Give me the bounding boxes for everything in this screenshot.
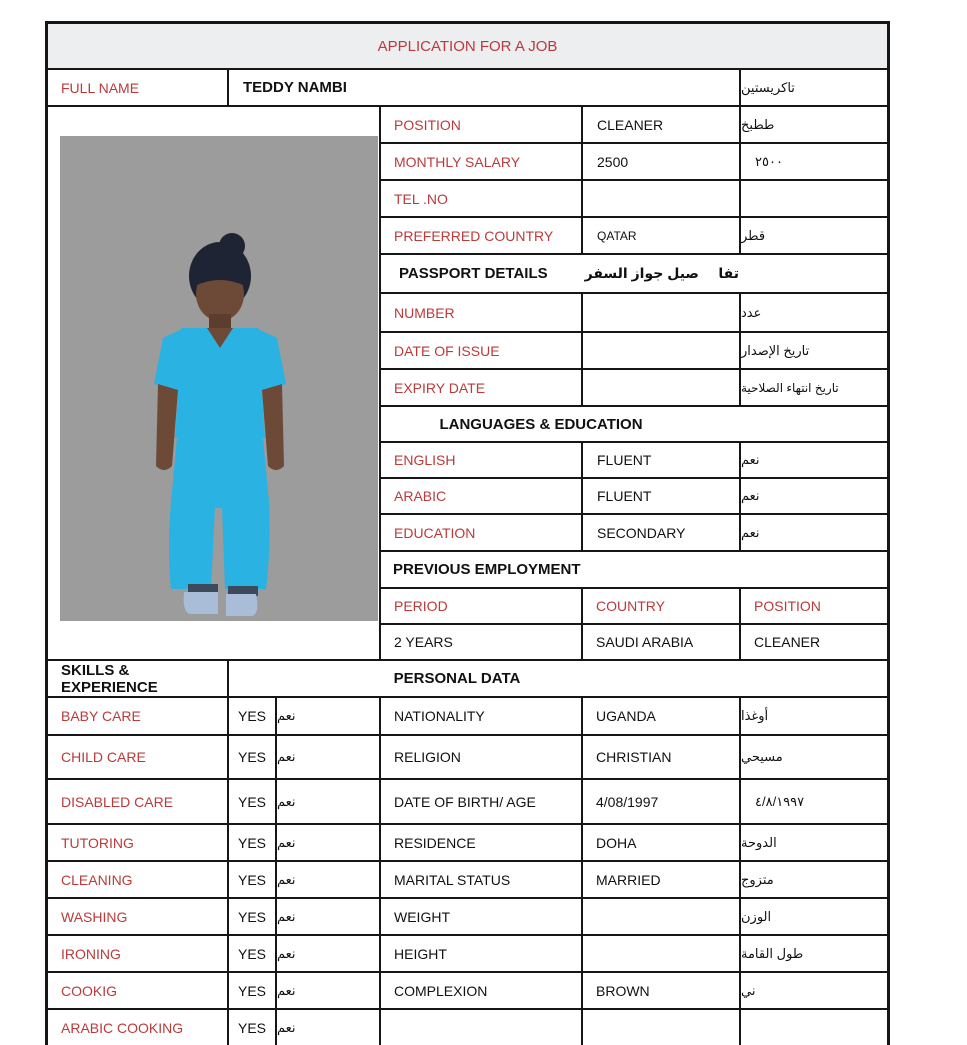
previous-employment-header-row	[381, 552, 887, 589]
date-of-issue-value	[583, 333, 741, 368]
date-of-issue-arabic: تاريخ الإصدار	[741, 342, 810, 358]
skill-label: CHILD CARE	[48, 736, 229, 778]
personal-label: RELIGION	[381, 736, 583, 778]
personal-label: COMPLEXION	[381, 973, 583, 1008]
expiry-date-label: EXPIRY DATE	[381, 370, 583, 405]
employment-columns-row	[381, 589, 887, 625]
english-arabic: نعم	[741, 452, 760, 467]
upper-block	[48, 107, 887, 661]
personal-value: UGANDA	[583, 698, 741, 734]
personal-arabic: طول القامة	[741, 945, 804, 961]
skill-answer: YES	[229, 736, 277, 778]
skill-answer-arabic: نعم	[277, 862, 381, 897]
skill-answer-arabic: نعم	[277, 780, 381, 823]
personal-arabic: الدوحة	[741, 834, 777, 850]
skills-personal-header-row	[48, 661, 887, 698]
date-of-issue-row	[381, 333, 887, 370]
personal-data-header: PERSONAL DATA	[393, 670, 521, 687]
personal-label: WEIGHT	[381, 899, 583, 934]
personal-label: HEIGHT	[381, 936, 583, 971]
baby-care-row	[48, 698, 887, 736]
personal-value: DOHA	[583, 825, 741, 860]
salary-row	[381, 144, 887, 181]
passport-number-row	[381, 294, 887, 333]
date-of-issue-label: DATE OF ISSUE	[381, 333, 583, 368]
full-name-row	[48, 70, 887, 107]
arabic-value: FLUENT	[583, 479, 741, 513]
applicant-photo	[60, 136, 378, 621]
position-row	[381, 107, 887, 144]
skill-label: DISABLED CARE	[48, 780, 229, 823]
skill-answer-arabic: نعم	[277, 698, 381, 734]
personal-arabic: متزوج	[741, 871, 774, 887]
skill-label: ARABIC COOKING	[48, 1010, 229, 1045]
passport-header-arabic: تفا صيل جواز السفر	[584, 265, 739, 281]
photo-cell	[48, 107, 381, 659]
details-subtable	[381, 107, 887, 659]
education-arabic: نعم	[741, 524, 760, 540]
arabic-arabic: نعم	[741, 488, 760, 503]
full-name-label: FULL NAME	[48, 70, 229, 105]
personal-arabic: الوزن	[741, 908, 772, 924]
form-title-bar	[48, 24, 887, 70]
personal-value	[583, 936, 741, 971]
cooking-row	[48, 973, 887, 1010]
personal-arabic	[741, 1010, 887, 1045]
position-value: CLEANER	[583, 107, 741, 142]
english-label: ENGLISH	[381, 443, 583, 477]
passport-header: PASSPORT DETAILS	[399, 265, 548, 282]
telephone-arabic	[741, 181, 887, 216]
skill-label: COOKIG	[48, 973, 229, 1008]
skill-answer-arabic: نعم	[277, 1010, 381, 1045]
personal-value: CHRISTIAN	[583, 736, 741, 778]
skill-answer: YES	[229, 899, 277, 934]
period-column-header: PERIOD	[381, 589, 583, 623]
full-name-value: TEDDY NAMBI	[229, 70, 741, 105]
salary-arabic: ٢٥٠٠	[755, 153, 783, 169]
skills-header: SKILLS & EXPERIENCE	[48, 661, 229, 696]
skill-answer: YES	[229, 862, 277, 897]
expiry-date-value	[583, 370, 741, 405]
arabic-label: ARABIC	[381, 479, 583, 513]
personal-arabic: ٤/٨/١٩٩٧	[755, 793, 805, 809]
telephone-value	[583, 181, 741, 216]
education-label: EDUCATION	[381, 515, 583, 550]
languages-header: LANGUAGES & EDUCATION	[439, 415, 643, 433]
languages-header-row	[381, 407, 887, 443]
telephone-row	[381, 181, 887, 218]
personal-label	[381, 1010, 583, 1045]
expiry-date-row	[381, 370, 887, 407]
position-arabic: ططبخ	[741, 116, 775, 132]
salary-label: MONTHLY SALARY	[381, 144, 583, 179]
personal-value	[583, 899, 741, 934]
position-column-header: POSITION	[754, 598, 821, 614]
personal-value: 4/08/1997	[583, 780, 741, 823]
applicant-photo-illustration	[60, 136, 378, 621]
employment-country-value: SAUDI ARABIA	[583, 625, 741, 659]
personal-value	[583, 1010, 741, 1045]
english-value: FLUENT	[583, 443, 741, 477]
position-label: POSITION	[381, 107, 583, 142]
passport-number-value	[583, 294, 741, 331]
skill-label: CLEANING	[48, 862, 229, 897]
personal-label: DATE OF BIRTH/ AGE	[381, 780, 583, 823]
personal-label: NATIONALITY	[381, 698, 583, 734]
arabic-cooking-row	[48, 1010, 887, 1045]
preferred-country-row	[381, 218, 887, 255]
personal-value: MARRIED	[583, 862, 741, 897]
skill-label: IRONING	[48, 936, 229, 971]
preferred-country-label: PREFERRED COUNTRY	[381, 218, 583, 253]
personal-label: MARITAL STATUS	[381, 862, 583, 897]
employment-position-value: CLEANER	[754, 634, 821, 650]
skill-answer-arabic: نعم	[277, 936, 381, 971]
tutoring-row	[48, 825, 887, 862]
skill-answer: YES	[229, 973, 277, 1008]
skill-answer: YES	[229, 825, 277, 860]
washing-row	[48, 899, 887, 936]
preferred-country-arabic: قطر	[741, 227, 766, 243]
skill-answer-arabic: نعم	[277, 825, 381, 860]
cleaning-row	[48, 862, 887, 899]
skill-label: BABY CARE	[48, 698, 229, 734]
full-name-arabic: تاكريستين	[741, 79, 795, 95]
skill-label: WASHING	[48, 899, 229, 934]
previous-employment-header: PREVIOUS EMPLOYMENT	[393, 561, 581, 578]
skill-answer: YES	[229, 698, 277, 734]
personal-label: RESIDENCE	[381, 825, 583, 860]
personal-arabic: أوغذا	[741, 708, 769, 723]
expiry-date-arabic: تاريخ انتهاء الصلاحية	[741, 380, 839, 395]
education-row	[381, 515, 887, 552]
passport-header-row	[381, 255, 887, 294]
skill-answer-arabic: نعم	[277, 899, 381, 934]
english-row	[381, 443, 887, 479]
telephone-label: TEL .NO	[381, 181, 583, 216]
skill-answer: YES	[229, 936, 277, 971]
disabled-care-row	[48, 780, 887, 825]
skill-answer: YES	[229, 1010, 277, 1045]
country-column-header: COUNTRY	[583, 589, 741, 623]
passport-number-label: NUMBER	[381, 294, 583, 331]
employment-period-value: 2 YEARS	[381, 625, 583, 659]
skill-answer-arabic: نعم	[277, 736, 381, 778]
education-value: SECONDARY	[583, 515, 741, 550]
form-title: APPLICATION FOR A JOB	[377, 37, 558, 55]
arabic-row	[381, 479, 887, 515]
ironing-row	[48, 936, 887, 973]
salary-value: 2500	[583, 144, 741, 179]
personal-arabic: مسيحي	[741, 749, 783, 764]
skill-answer: YES	[229, 780, 277, 823]
skill-label: TUTORING	[48, 825, 229, 860]
employment-record-row	[381, 625, 887, 659]
personal-arabic: ني	[741, 982, 756, 998]
skill-answer-arabic: نعم	[277, 973, 381, 1008]
passport-number-arabic: عدد	[741, 304, 762, 320]
application-form	[45, 21, 890, 1045]
personal-value: BROWN	[583, 973, 741, 1008]
child-care-row	[48, 736, 887, 780]
preferred-country-value: QATAR	[583, 218, 741, 253]
